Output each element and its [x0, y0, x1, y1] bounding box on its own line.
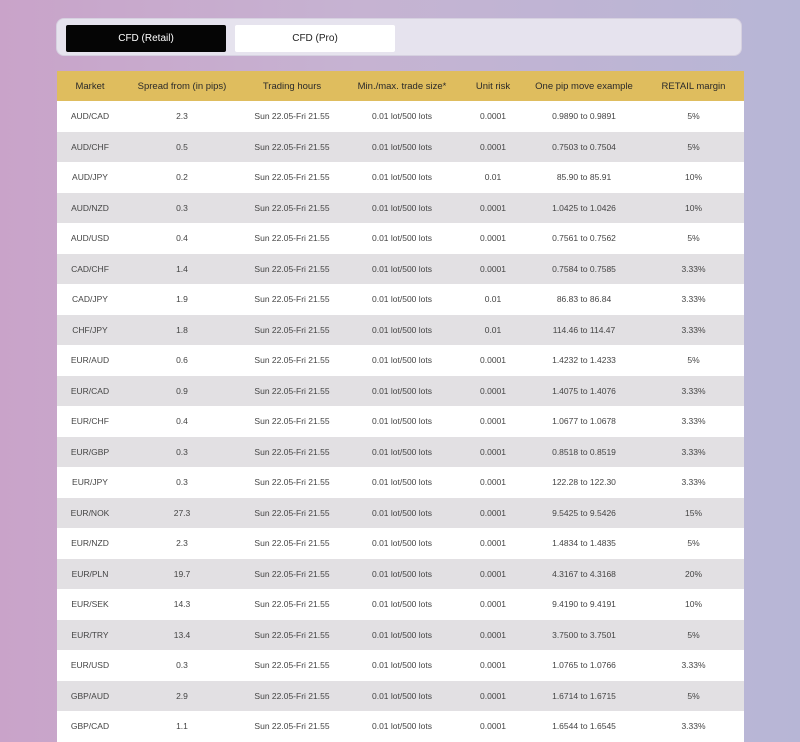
- retail-margin-cell: 5%: [687, 629, 700, 640]
- retail-margin-cell: 10%: [684, 172, 702, 183]
- pip-move-cell: 9.5425 to 9.5426: [552, 507, 616, 518]
- table-row: [57, 254, 744, 285]
- pip-move-cell: 85.90 to 85.91: [556, 172, 612, 183]
- pip-move-cell: 1.6544 to 1.6545: [552, 721, 616, 732]
- pip-move-cell: 0.7503 to 0.7504: [552, 141, 616, 152]
- tab-cfd-pro[interactable]: CFD (Pro): [235, 25, 395, 52]
- trade-size-cell: 0.01 lot/500 lots: [371, 568, 432, 579]
- unit-risk-cell: 0.0001: [480, 507, 506, 518]
- table-row: [57, 498, 744, 529]
- pip-move-cell: 1.0677 to 1.0678: [552, 416, 616, 427]
- retail-margin-cell: 3.33%: [681, 416, 706, 427]
- pip-move-cell: 1.4834 to 1.4835: [552, 538, 616, 549]
- header-retail-margin: RETAIL margin: [661, 80, 726, 92]
- market-cell: CHF/JPY: [72, 324, 108, 335]
- retail-margin-cell: 3.33%: [681, 324, 706, 335]
- table-row: [57, 132, 744, 163]
- retail-margin-cell: 20%: [684, 568, 702, 579]
- unit-risk-cell: 0.0001: [480, 690, 506, 701]
- trading-hours-cell: Sun 22.05-Fri 21.55: [254, 263, 330, 274]
- trade-size-cell: 0.01 lot/500 lots: [371, 202, 432, 213]
- market-cell: AUD/CAD: [70, 111, 110, 122]
- trading-hours-cell: Sun 22.05-Fri 21.55: [254, 538, 330, 549]
- market-cell: CAD/CHF: [71, 263, 109, 274]
- spread-cell: 2.3: [176, 538, 188, 549]
- table-row: [57, 620, 744, 651]
- trade-size-cell: 0.01 lot/500 lots: [371, 355, 432, 366]
- trading-hours-cell: Sun 22.05-Fri 21.55: [254, 690, 330, 701]
- market-cell: EUR/NZD: [71, 538, 109, 549]
- retail-margin-cell: 15%: [684, 507, 702, 518]
- retail-margin-cell: 3.33%: [681, 660, 706, 671]
- unit-risk-cell: 0.01: [484, 172, 502, 183]
- unit-risk-cell: 0.0001: [480, 629, 506, 640]
- trading-hours-cell: Sun 22.05-Fri 21.55: [254, 172, 330, 183]
- unit-risk-cell: 0.0001: [480, 446, 506, 457]
- table-header: [57, 71, 744, 101]
- trading-hours-cell: Sun 22.05-Fri 21.55: [254, 385, 330, 396]
- header-trading-hours: Trading hours: [262, 80, 322, 92]
- pip-move-cell: 3.7500 to 3.7501: [552, 629, 616, 640]
- unit-risk-cell: 0.0001: [480, 538, 506, 549]
- trade-size-cell: 0.01 lot/500 lots: [371, 629, 432, 640]
- trade-size-cell: 0.01 lot/500 lots: [371, 141, 432, 152]
- trading-hours-cell: Sun 22.05-Fri 21.55: [254, 416, 330, 427]
- retail-margin-cell: 5%: [687, 111, 700, 122]
- pip-move-cell: 1.4232 to 1.4233: [552, 355, 616, 366]
- spread-cell: 1.8: [176, 324, 188, 335]
- header-pip-move: One pip move example: [535, 80, 633, 92]
- unit-risk-cell: 0.0001: [480, 660, 506, 671]
- trade-size-cell: 0.01 lot/500 lots: [371, 690, 432, 701]
- market-cell: AUD/JPY: [72, 172, 108, 183]
- trading-hours-cell: Sun 22.05-Fri 21.55: [254, 233, 330, 244]
- unit-risk-cell: 0.0001: [480, 355, 506, 366]
- market-cell: EUR/AUD: [70, 355, 110, 366]
- spread-cell: 0.2: [176, 172, 188, 183]
- table-row: [57, 223, 744, 254]
- trade-size-cell: 0.01 lot/500 lots: [371, 721, 432, 732]
- retail-margin-cell: 3.33%: [681, 446, 706, 457]
- retail-margin-cell: 3.33%: [681, 385, 706, 396]
- pip-move-cell: 1.0425 to 1.0426: [552, 202, 616, 213]
- market-cell: AUD/NZD: [71, 202, 109, 213]
- table-header-row: [57, 71, 744, 101]
- market-table-container: [57, 71, 744, 742]
- table-row: [57, 711, 744, 742]
- pip-move-cell: 9.4190 to 9.4191: [552, 599, 616, 610]
- retail-margin-cell: 5%: [687, 233, 700, 244]
- table-row: [57, 437, 744, 468]
- trade-size-cell: 0.01 lot/500 lots: [371, 172, 432, 183]
- market-cell: AUD/CHF: [71, 141, 109, 152]
- spread-cell: 0.3: [176, 660, 188, 671]
- market-cell: GBP/AUD: [70, 690, 110, 701]
- table-row: [57, 589, 744, 620]
- unit-risk-cell: 0.0001: [480, 721, 506, 732]
- market-cell: EUR/PLN: [71, 568, 109, 579]
- spread-cell: 0.3: [176, 202, 188, 213]
- spread-cell: 2.3: [176, 111, 188, 122]
- retail-margin-cell: 3.33%: [681, 263, 706, 274]
- trading-hours-cell: Sun 22.05-Fri 21.55: [254, 202, 330, 213]
- header-unit-risk: Unit risk: [475, 80, 511, 92]
- table-row: [57, 681, 744, 712]
- spread-cell: 27.3: [173, 507, 191, 518]
- trading-hours-cell: Sun 22.05-Fri 21.55: [254, 477, 330, 488]
- spread-cell: 0.4: [176, 233, 188, 244]
- retail-margin-cell: 5%: [687, 141, 700, 152]
- unit-risk-cell: 0.0001: [480, 202, 506, 213]
- trading-hours-cell: Sun 22.05-Fri 21.55: [254, 111, 330, 122]
- unit-risk-cell: 0.0001: [480, 111, 506, 122]
- retail-margin-cell: 3.33%: [681, 721, 706, 732]
- trade-size-cell: 0.01 lot/500 lots: [371, 477, 432, 488]
- market-cell: EUR/SEK: [71, 599, 109, 610]
- retail-margin-cell: 3.33%: [681, 477, 706, 488]
- trading-hours-cell: Sun 22.05-Fri 21.55: [254, 294, 330, 305]
- trade-size-cell: 0.01 lot/500 lots: [371, 324, 432, 335]
- trade-size-cell: 0.01 lot/500 lots: [371, 294, 432, 305]
- trading-hours-cell: Sun 22.05-Fri 21.55: [254, 721, 330, 732]
- market-cell: CAD/JPY: [72, 294, 108, 305]
- unit-risk-cell: 0.0001: [480, 416, 506, 427]
- account-type-tabs: [56, 18, 742, 56]
- market-cell: EUR/CHF: [71, 416, 109, 427]
- unit-risk-cell: 0.0001: [480, 141, 506, 152]
- pip-move-cell: 4.3167 to 4.3168: [552, 568, 616, 579]
- unit-risk-cell: 0.0001: [480, 385, 506, 396]
- trade-size-cell: 0.01 lot/500 lots: [371, 233, 432, 244]
- trading-hours-cell: Sun 22.05-Fri 21.55: [254, 324, 330, 335]
- spread-cell: 19.7: [173, 568, 191, 579]
- retail-margin-cell: 5%: [687, 690, 700, 701]
- spread-cell: 0.3: [176, 446, 188, 457]
- spread-cell: 1.9: [176, 294, 188, 305]
- pip-move-cell: 1.4075 to 1.4076: [552, 385, 616, 396]
- unit-risk-cell: 0.0001: [480, 599, 506, 610]
- retail-margin-cell: 3.33%: [681, 294, 706, 305]
- trade-size-cell: 0.01 lot/500 lots: [371, 507, 432, 518]
- table-row: [57, 528, 744, 559]
- pip-move-cell: 122.28 to 122.30: [552, 477, 616, 488]
- market-cell: EUR/USD: [70, 660, 110, 671]
- unit-risk-cell: 0.0001: [480, 568, 506, 579]
- pip-move-cell: 0.7584 to 0.7585: [552, 263, 616, 274]
- unit-risk-cell: 0.0001: [480, 263, 506, 274]
- table-row: [57, 467, 744, 498]
- trade-size-cell: 0.01 lot/500 lots: [371, 385, 432, 396]
- trade-size-cell: 0.01 lot/500 lots: [371, 263, 432, 274]
- unit-risk-cell: 0.0001: [480, 477, 506, 488]
- trade-size-cell: 0.01 lot/500 lots: [371, 111, 432, 122]
- header-market: Market: [75, 80, 105, 92]
- table-row: [57, 162, 744, 193]
- trading-hours-cell: Sun 22.05-Fri 21.55: [254, 568, 330, 579]
- unit-risk-cell: 0.01: [484, 324, 502, 335]
- trading-hours-cell: Sun 22.05-Fri 21.55: [254, 660, 330, 671]
- market-cell: EUR/TRY: [71, 629, 109, 640]
- pip-move-cell: 0.9890 to 0.9891: [552, 111, 616, 122]
- trading-hours-cell: Sun 22.05-Fri 21.55: [254, 355, 330, 366]
- spread-cell: 0.5: [176, 141, 188, 152]
- trading-hours-cell: Sun 22.05-Fri 21.55: [254, 141, 330, 152]
- trading-hours-cell: Sun 22.05-Fri 21.55: [254, 446, 330, 457]
- market-cell: EUR/JPY: [72, 477, 108, 488]
- table-row: [57, 406, 744, 437]
- spread-cell: 1.4: [176, 263, 188, 274]
- spread-cell: 1.1: [176, 721, 188, 732]
- header-spread: Spread from (in pips): [137, 80, 227, 92]
- table-row: [57, 376, 744, 407]
- table-row: [57, 284, 744, 315]
- table-row: [57, 193, 744, 224]
- retail-margin-cell: 10%: [684, 202, 702, 213]
- market-cell: EUR/CAD: [70, 385, 110, 396]
- spread-cell: 13.4: [173, 629, 191, 640]
- market-cell: EUR/GBP: [70, 446, 110, 457]
- trade-size-cell: 0.01 lot/500 lots: [371, 446, 432, 457]
- spread-cell: 14.3: [173, 599, 191, 610]
- unit-risk-cell: 0.0001: [480, 233, 506, 244]
- market-table: [57, 71, 744, 742]
- table-row: [57, 315, 744, 346]
- pip-move-cell: 1.0765 to 1.0766: [552, 660, 616, 671]
- retail-margin-cell: 10%: [684, 599, 702, 610]
- pip-move-cell: 86.83 to 86.84: [556, 294, 612, 305]
- pip-move-cell: 0.7561 to 0.7562: [552, 233, 616, 244]
- table-body: [57, 101, 744, 742]
- spread-cell: 2.9: [176, 690, 188, 701]
- retail-margin-cell: 5%: [687, 538, 700, 549]
- header-trade-size: Min./max. trade size*: [357, 80, 447, 92]
- unit-risk-cell: 0.01: [484, 294, 502, 305]
- spread-cell: 0.9: [176, 385, 188, 396]
- spread-cell: 0.3: [176, 477, 188, 488]
- pip-move-cell: 1.6714 to 1.6715: [552, 690, 616, 701]
- trade-size-cell: 0.01 lot/500 lots: [371, 538, 432, 549]
- market-cell: EUR/NOK: [70, 507, 110, 518]
- trading-hours-cell: Sun 22.05-Fri 21.55: [254, 599, 330, 610]
- trade-size-cell: 0.01 lot/500 lots: [371, 660, 432, 671]
- trading-hours-cell: Sun 22.05-Fri 21.55: [254, 507, 330, 518]
- table-row: [57, 101, 744, 132]
- spread-cell: 0.6: [176, 355, 188, 366]
- market-cell: GBP/CAD: [70, 721, 110, 732]
- trade-size-cell: 0.01 lot/500 lots: [371, 599, 432, 610]
- table-row: [57, 559, 744, 590]
- trading-hours-cell: Sun 22.05-Fri 21.55: [254, 629, 330, 640]
- retail-margin-cell: 5%: [687, 355, 700, 366]
- spread-cell: 0.4: [176, 416, 188, 427]
- pip-move-cell: 114.46 to 114.47: [552, 324, 616, 335]
- table-row: [57, 650, 744, 681]
- table-row: [57, 345, 744, 376]
- trade-size-cell: 0.01 lot/500 lots: [371, 416, 432, 427]
- market-cell: AUD/USD: [70, 233, 110, 244]
- pip-move-cell: 0.8518 to 0.8519: [552, 446, 616, 457]
- tab-cfd-retail[interactable]: CFD (Retail): [66, 25, 226, 52]
